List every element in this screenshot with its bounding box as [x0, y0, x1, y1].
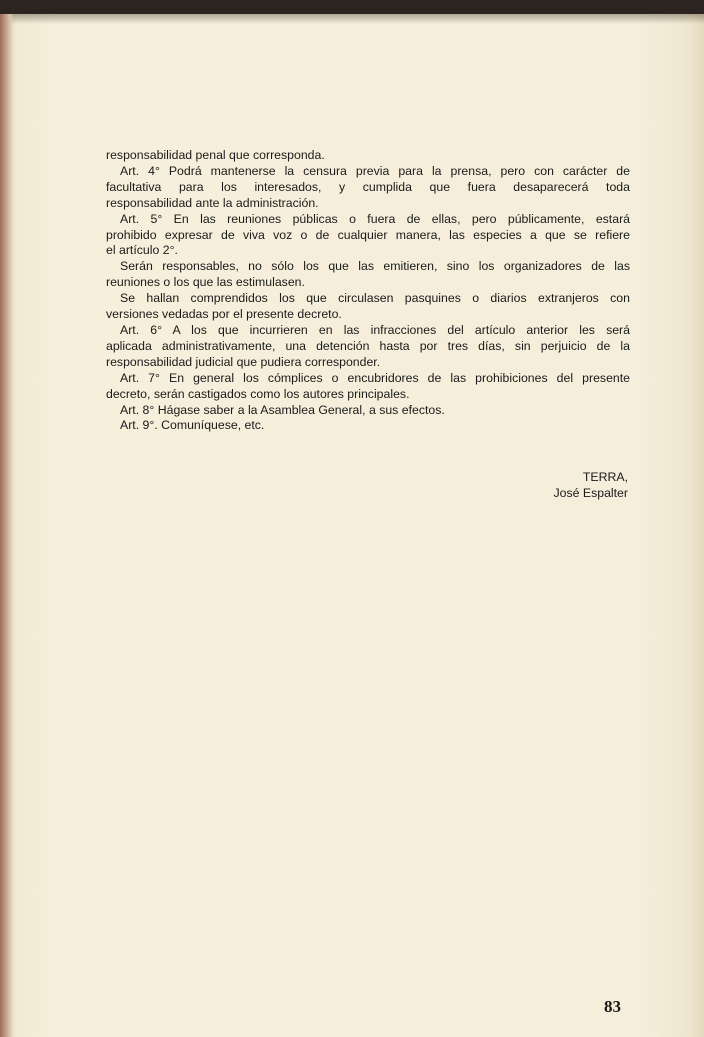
signature-name-terra: TERRA,: [582, 470, 628, 484]
text-line: responsabilidad penal que corresponda.: [106, 148, 325, 162]
text-line: Art. 4° Podrá mantenerse la censura previa para la prensa, pero con carácter de: [120, 163, 630, 178]
text-line: Se hallan comprendidos los que circulasen pasquines o diarios extranjeros con: [120, 291, 630, 306]
signature-block: [553, 469, 628, 501]
text-line: reuniones o los que las estimulasen.: [106, 275, 305, 290]
text-line: responsabilidad judicial que pudiera corresponder.: [106, 354, 381, 369]
text-line: aplicada administrativamente, una detención hasta por tres días, sin perjuicio de la: [106, 338, 630, 353]
text-line: Art. 5° En las reuniones públicas o fuera de ellas, pero públicamente, estará: [120, 211, 630, 226]
text-line: Serán responsables, no sólo los que las emitieren, sino los organizadores de las: [120, 259, 630, 274]
text-line: Art. 9°. Comuníquese, etc.: [120, 418, 265, 433]
book-binding-edge: [0, 14, 14, 1037]
page-top-shadow: [0, 14, 704, 24]
text-line: responsabilidad ante la administración.: [106, 195, 319, 210]
text-line: el artículo 2°.: [106, 243, 178, 258]
decree-text-block: [106, 148, 630, 434]
text-line: versiones vedadas por el presente decreto.: [106, 307, 342, 322]
text-line: facultativa para los interesados, y cumplida que fuera desaparecerá toda: [106, 179, 630, 194]
text-line: Art. 7° En general los cómplices o encubridores de las prohibiciones del presente: [120, 370, 630, 385]
text-line: Art. 6° A los que incurrieren en las infracciones del artículo anterior les será: [120, 322, 630, 337]
signature-name-espalter: José Espalter: [553, 486, 628, 500]
page-number: 83: [604, 997, 621, 1016]
text-line: prohibido expresar de viva voz o de cualquier manera, las especies a que se refiere: [106, 227, 630, 242]
text-line: Art. 8° Hágase saber a la Asamblea General, a sus efectos.: [120, 402, 445, 417]
text-line: decreto, serán castigados como los autores principales.: [106, 386, 410, 401]
book-page: [0, 14, 704, 1037]
